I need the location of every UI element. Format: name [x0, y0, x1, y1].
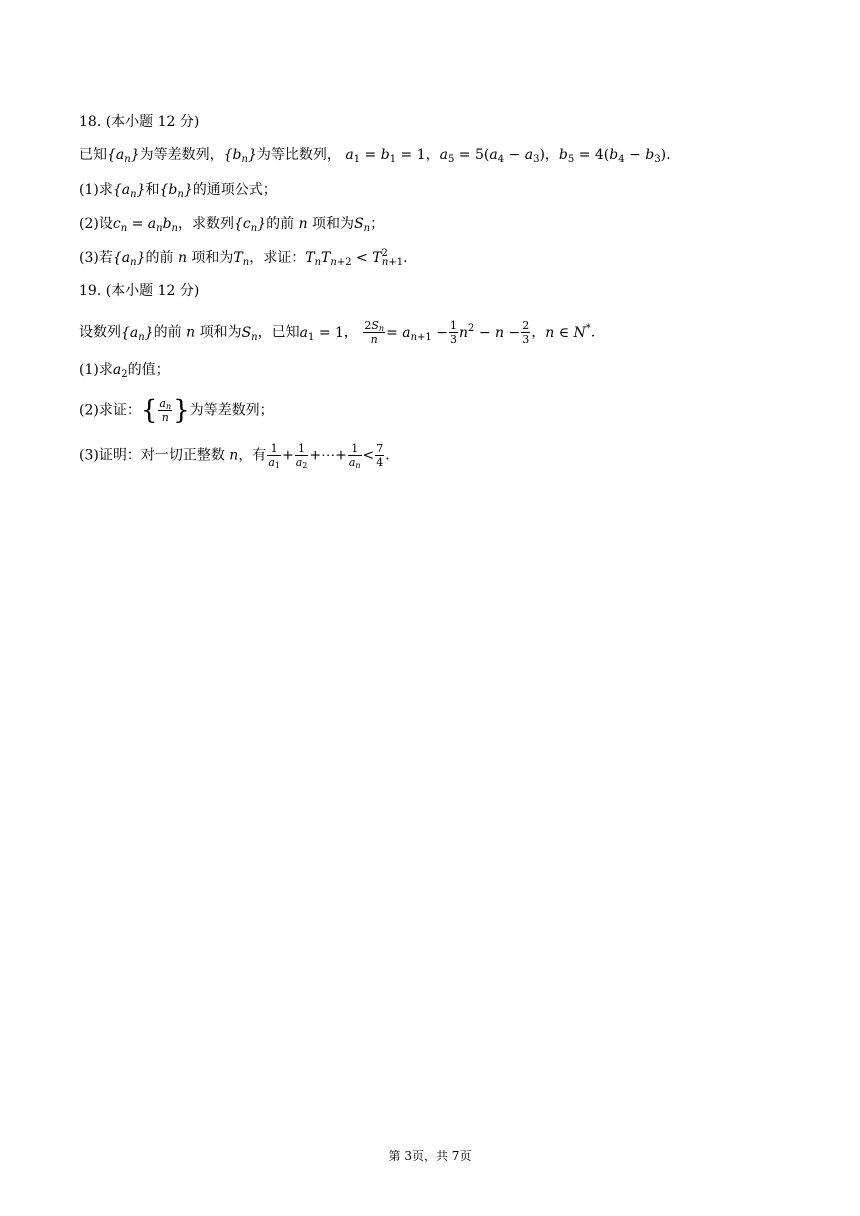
problem-19-heading: 19. (本小题 12 分) — [79, 283, 200, 299]
problem-19-part-1: (1)求$a_2$的值； — [79, 362, 170, 380]
problem-19-part-2: (2)求证：{ $\frac{a_n}{n}$ }为等差数列； — [79, 395, 274, 426]
page-footer: 第 3页，共 7页 — [388, 1149, 472, 1163]
problem-19-part-3: (3)证明：对一切正整数 n，有 $\frac{1}{a_1}$ + $\frac{1}{a_2}$ +⋯+ $\frac{1}{a_n}$ < $\frac{7}{4}$ . — [79, 442, 390, 470]
problem-19-statement: 设数列$\{a_n\}$的前 n 项和为$S_n$，已知$a_1 = 1$， $\frac{2S_n}{n}$ = $a_{n+1}$ − $\frac{1}{3}$ $n^2 - n$ − $\frac{2}{3}$ ，n ∈ N*. — [79, 319, 596, 346]
problem-18-statement: 已知$\{a_n\}$为等差数列，$\{b_n\}$为等比数列， $a_1 = b_1 = 1$，$a_5 = 5(a_4 - a_3)$，$b_5 = 4(b_4 - b_3)$. — [79, 147, 671, 165]
problem-18-part-1: (1)求$\{a_n\}$和$\{b_n\}$的通项公式； — [79, 182, 277, 200]
problem-18-part-2: (2)设$c_n = a_nb_n$，求数列$\{c_n\}$的前 n 项和为$S_n$； — [79, 216, 385, 234]
problem-18-part-3: (3)若$\{a_n\}$的前 n 项和为$T_n$，求证：$T_nT_{n+2} < T^2_{n+1}$. — [79, 248, 408, 268]
problem-18-heading: 18. (本小题 12 分) — [79, 114, 200, 130]
